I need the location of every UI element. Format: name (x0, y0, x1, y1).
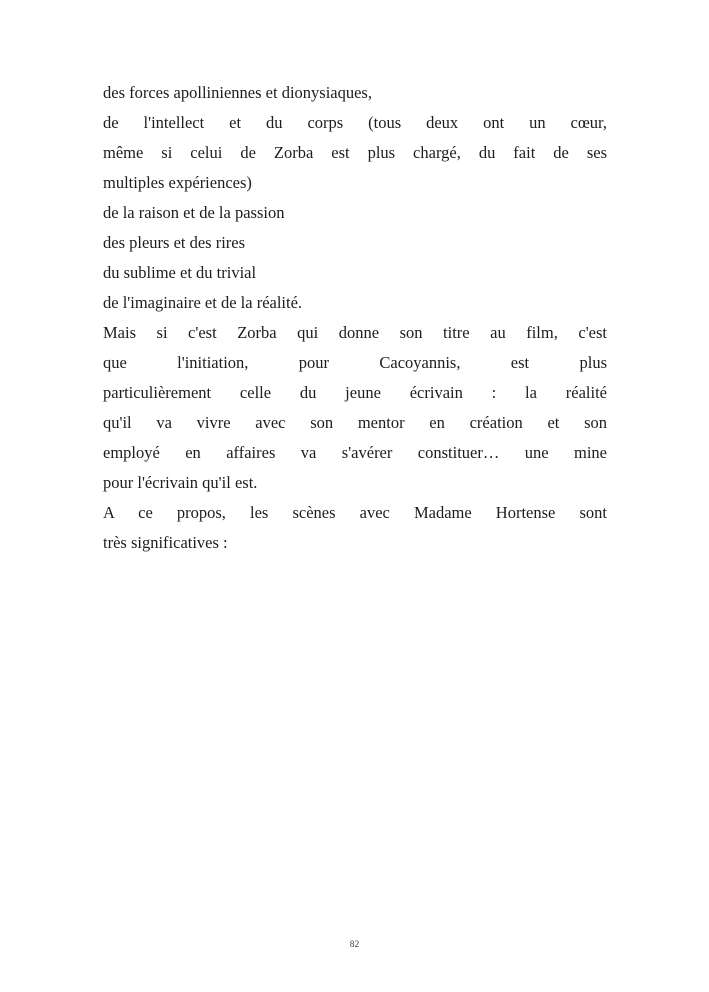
text-line: qu'il va vivre avec son mentor en création et son (103, 413, 607, 432)
page-number: 82 (349, 940, 360, 950)
text-line: des forces apolliniennes et dionysiaques, (103, 83, 372, 102)
text-line: du sublime et du trivial (103, 263, 257, 282)
text-line: même si celui de Zorba est plus chargé, du fait de ses (103, 143, 607, 162)
text-line: des pleurs et des rires (103, 233, 246, 252)
body-text (103, 78, 607, 558)
text-line: Mais si c'est Zorba qui donne son titre au film, c'est (103, 323, 607, 342)
text-line: A ce propos, les scènes avec Madame Hortense sont (103, 503, 607, 522)
text-line: de l'intellect et du corps (tous deux ont un cœur, (103, 113, 607, 132)
text-line: de la raison et de la passion (103, 203, 285, 222)
text-line: employé en affaires va s'avérer constituer… une mine (103, 443, 607, 462)
text-line: très significatives : (103, 533, 228, 552)
text-line: de l'imaginaire et de la réalité. (103, 293, 303, 312)
text-line: multiples expériences) (103, 173, 252, 192)
text-line: pour l'écrivain qu'il est. (103, 473, 258, 492)
text-line: particulièrement celle du jeune écrivain : la réalité (103, 383, 607, 402)
text-line: que l'initiation, pour Cacoyannis, est plus (103, 353, 607, 372)
